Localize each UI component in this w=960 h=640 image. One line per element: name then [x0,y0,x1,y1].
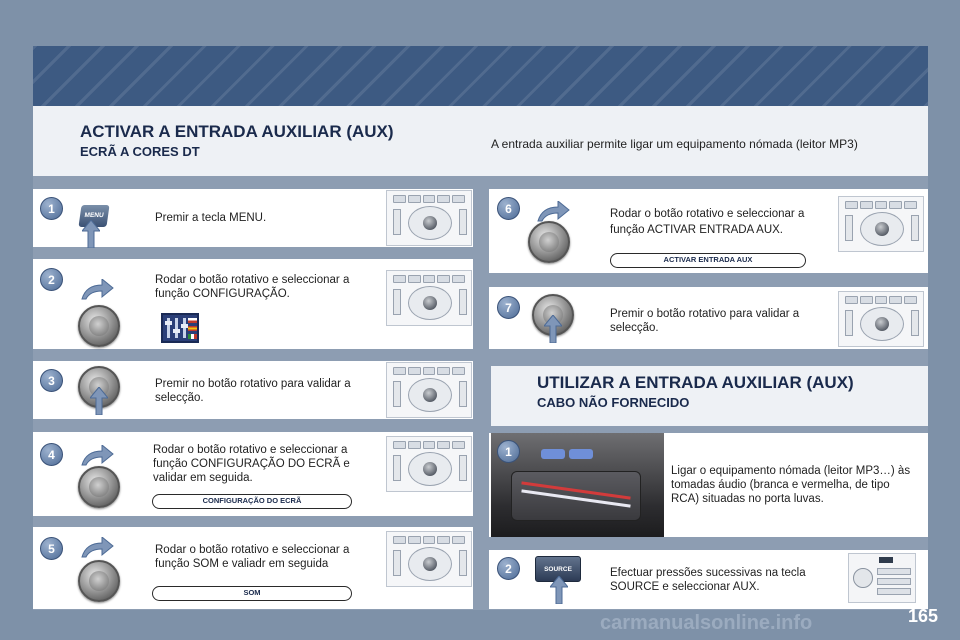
rotate-arrow-icon [80,537,114,559]
rotary-knob-icon [78,560,120,602]
menu-key-icon: MENU [78,205,109,227]
section2-step-text-2: Efectuar pressões sucessivas na tecla SOURCE e seleccionar AUX. [610,567,806,593]
radio-panel-icon [386,190,472,246]
section2-step-text-1: Ligar o equipamento nómada (leitor MP3…) às tomadas áudio (branca e vermelha, de tipo RCA) situadas no porta luvas. [671,465,911,505]
step-badge-1: 1 [40,197,63,220]
page-title: ACTIVAR A ENTRADA AUXILIAR (AUX) [80,122,394,141]
section2-subtitle: CABO NÃO FORNECIDO [537,395,690,410]
press-arrow-icon [90,387,108,415]
radio-panel-icon [838,291,924,347]
radio-panel-icon [386,270,472,326]
rotary-knob-icon [78,305,120,347]
radio-panel-icon [386,436,472,492]
step-badge-5: 5 [40,537,63,560]
step-badge-6: 6 [497,197,520,220]
radio-panel-icon [386,531,472,587]
step-text-7: Premir o botão rotativo para validar a selecção. [610,308,800,334]
step-text-3: Premir no botão rotativo para validar a selecção. [155,378,351,404]
activar-entrada-aux-label: ACTIVAR ENTRADA AUX [610,253,806,268]
radio-panel-icon [838,196,924,252]
configuracao-do-ecra-label: CONFIGURAÇÃO DO ECRÃ [152,494,352,509]
press-arrow-icon [544,315,562,343]
step-text-6: Rodar o botão rotativo e seleccionar a função ACTIVAR ENTRADA AUX. [610,208,805,236]
rotate-arrow-icon [80,445,114,467]
rotary-knob-icon [78,466,120,508]
step-text-2: Rodar o botão rotativo e seleccionar a função CONFIGURAÇÃO. [155,274,350,300]
step-text-5: Rodar o botão rotativo e seleccionar a função SOM e valiadr em seguida [155,544,350,570]
configuration-icon [161,313,199,343]
section2-step-badge-1: 1 [497,440,520,463]
step-text-4: Rodar o botão rotativo e seleccionar a função CONFIGURAÇÃO DO ECRÃ e validar em seguida. [153,444,350,484]
page-subtitle: ECRÃ A CORES DT [80,144,200,159]
watermark: carmanualsonline.info [600,612,813,634]
source-key-icon: SOURCE [535,556,581,582]
audio-unit-icon [848,553,916,603]
step-badge-3: 3 [40,369,63,392]
rotate-arrow-icon [536,201,570,223]
step-badge-2: 2 [40,268,63,291]
press-arrow-icon [550,576,568,604]
section2-title: UTILIZAR A ENTRADA AUXILIAR (AUX) [537,373,854,392]
step-badge-7: 7 [497,296,520,319]
section2-step-badge-2: 2 [497,557,520,580]
rotate-arrow-icon [80,279,114,301]
step-badge-4: 4 [40,443,63,466]
page-number: 165 [907,606,938,626]
radio-panel-icon [386,362,472,418]
som-label: SOM [152,586,352,601]
intro-text: A entrada auxiliar permite ligar um equipamento nómada (leitor MP3) [491,137,858,151]
press-arrow-icon [82,220,100,248]
rotary-knob-icon [528,221,570,263]
decorative-header-band [33,46,928,106]
step-text-1: Premir a tecla MENU. [155,212,267,224]
